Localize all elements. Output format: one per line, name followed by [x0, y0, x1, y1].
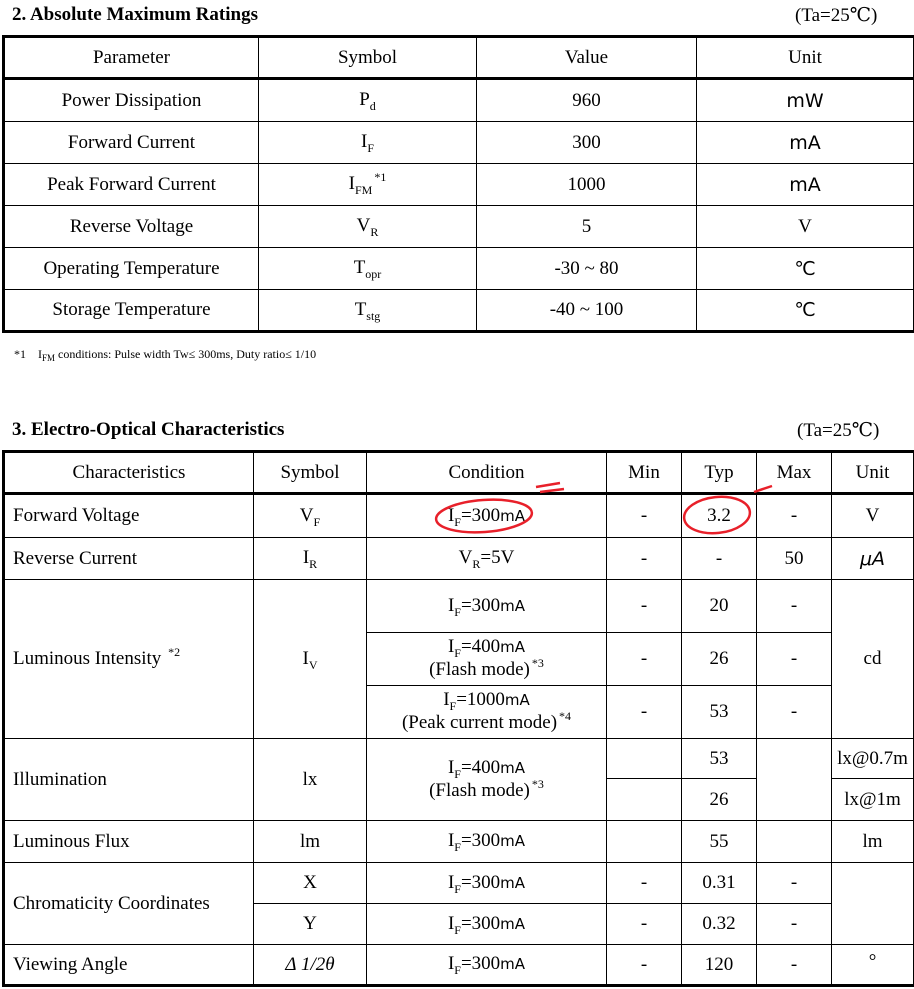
symbol-cell: $I_{FM}^{*1}$: [259, 164, 477, 206]
unit-cell: ℃: [697, 248, 914, 290]
abs-max-table: [2, 35, 914, 333]
param-cell: Power Dissipation: [4, 79, 259, 122]
typ-cell: -: [682, 538, 757, 580]
value-cell: 300: [477, 122, 697, 164]
header-unit: Unit: [832, 452, 914, 494]
value-cell: 960: [477, 79, 697, 122]
header-condition: Condition: [367, 452, 607, 494]
symbol-cell: $P_d$: [259, 79, 477, 122]
typ-cell: 26: [682, 633, 757, 686]
max-cell: -: [757, 904, 832, 945]
table-row: [4, 164, 914, 206]
param-cell: Forward Current: [4, 122, 259, 164]
max-cell: 50: [757, 538, 832, 580]
abs-max-condition: (Ta=25℃): [795, 5, 878, 26]
symbol-cell: $I_R$: [254, 538, 367, 580]
max-cell: -: [757, 494, 832, 538]
unit-cell: mW: [697, 79, 914, 122]
max-cell: [757, 821, 832, 863]
typ-cell: 0.32: [682, 904, 757, 945]
unit-cell: V: [697, 206, 914, 248]
typ-cell: 53: [682, 739, 757, 779]
unit-cell: μA: [832, 538, 914, 580]
table-row: [4, 863, 914, 904]
condition-cell: $I_F=300mA$: [367, 863, 607, 904]
table-row: [4, 580, 914, 633]
abs-max-title: 2. Absolute Maximum Ratings: [12, 4, 258, 25]
table-row: [4, 538, 914, 580]
min-cell: -: [607, 494, 682, 538]
condition-cell: $I_F=300mA$: [367, 945, 607, 986]
max-cell: -: [757, 633, 832, 686]
symbol-cell: $V_F$: [254, 494, 367, 538]
min-cell: -: [607, 633, 682, 686]
unit-cell: mA: [697, 164, 914, 206]
symbol-cell: X: [254, 863, 367, 904]
header-value: Value: [477, 37, 697, 79]
table-row: [4, 739, 914, 779]
max-cell: -: [757, 863, 832, 904]
char-cell: Reverse Current: [4, 538, 254, 580]
eo-table: [2, 450, 914, 987]
header-max: Max: [757, 452, 832, 494]
typ-cell: 53: [682, 686, 757, 739]
min-cell: [607, 821, 682, 863]
table-row: [4, 494, 914, 538]
header-min: Min: [607, 452, 682, 494]
header-symbol: Symbol: [259, 37, 477, 79]
footnote-text: conditions: Pulse width Tw≤ 300ms, Duty ratio≤ 1/10: [55, 347, 317, 361]
unit-cell: [832, 863, 914, 945]
table-row: [4, 945, 914, 986]
condition-cell: $I_F=400mA$ (Flash mode) $^{*3}$: [367, 739, 607, 821]
symbol-cell: lm: [254, 821, 367, 863]
max-cell: -: [757, 945, 832, 986]
min-cell: -: [607, 580, 682, 633]
param-cell: Operating Temperature: [4, 248, 259, 290]
footnote-1: *1 $I_{FM}$ conditions: Pulse width Tw≤ 300ms, Duty ratio≤ 1/10: [14, 347, 317, 363]
unit-cell: lm: [832, 821, 914, 863]
condition-cell: $V_R=5V$: [367, 538, 607, 580]
symbol-cell: Y: [254, 904, 367, 945]
unit-cell: lx@1m: [832, 779, 914, 821]
header-unit: Unit: [697, 37, 914, 79]
typ-cell: 3.2: [682, 494, 757, 538]
unit-cell: V: [832, 494, 914, 538]
unit-cell: lx@0.7m: [832, 739, 914, 779]
value-cell: -40 ~ 100: [477, 290, 697, 332]
char-cell: Forward Voltage: [4, 494, 254, 538]
eo-title: 3. Electro-Optical Characteristics: [12, 419, 285, 440]
condition-cell: $I_F=1000mA$ (Peak current mode) $^{*4}$: [367, 686, 607, 739]
typ-cell: 20: [682, 580, 757, 633]
symbol-cell: lx: [254, 739, 367, 821]
min-cell: [607, 739, 682, 779]
unit-cell: cd: [832, 580, 914, 739]
symbol-cell: $T_{opr}$: [259, 248, 477, 290]
max-cell: -: [757, 580, 832, 633]
typ-cell: 55: [682, 821, 757, 863]
max-cell: -: [757, 686, 832, 739]
unit-cell: ℃: [697, 290, 914, 332]
eo-condition: (Ta=25℃): [797, 420, 880, 441]
min-cell: -: [607, 904, 682, 945]
header-symbol: Symbol: [254, 452, 367, 494]
typ-cell: 26: [682, 779, 757, 821]
symbol-cell: $I_V$: [254, 580, 367, 739]
table-row: [4, 821, 914, 863]
table-row: [4, 206, 914, 248]
char-cell: Chromaticity Coordinates: [4, 863, 254, 945]
header-parameter: Parameter: [4, 37, 259, 79]
condition-cell: $I_F=300mA$: [367, 580, 607, 633]
symbol-cell: $T_{stg}$: [259, 290, 477, 332]
param-cell: Storage Temperature: [4, 290, 259, 332]
condition-cell: $I_F=300mA$: [367, 904, 607, 945]
min-cell: [607, 779, 682, 821]
value-cell: 5: [477, 206, 697, 248]
table-row: [4, 79, 914, 122]
condition-cell: $I_F=300mA$: [367, 821, 607, 863]
unit-cell: mA: [697, 122, 914, 164]
value-cell: 1000: [477, 164, 697, 206]
header-typ: Typ: [682, 452, 757, 494]
table-row: [4, 290, 914, 332]
eo-header-row: [4, 452, 914, 494]
symbol-cell: $V_R$: [259, 206, 477, 248]
min-cell: -: [607, 538, 682, 580]
param-cell: Reverse Voltage: [4, 206, 259, 248]
unit-cell: °: [832, 945, 914, 986]
char-cell: Viewing Angle: [4, 945, 254, 986]
symbol-cell: $I_F$: [259, 122, 477, 164]
table-row: [4, 248, 914, 290]
condition-cell: $I_F=300mA$: [367, 494, 607, 538]
value-cell: -30 ~ 80: [477, 248, 697, 290]
char-cell: Luminous Intensity $^{*2}$: [4, 580, 254, 739]
char-cell: Illumination: [4, 739, 254, 821]
min-cell: -: [607, 863, 682, 904]
typ-cell: 120: [682, 945, 757, 986]
table-row: [4, 122, 914, 164]
char-cell: Luminous Flux: [4, 821, 254, 863]
condition-cell: $I_F=400mA$ (Flash mode) $^{*3}$: [367, 633, 607, 686]
param-cell: Peak Forward Current: [4, 164, 259, 206]
min-cell: -: [607, 945, 682, 986]
max-cell: [757, 739, 832, 821]
typ-cell: 0.31: [682, 863, 757, 904]
header-characteristics: Characteristics: [4, 452, 254, 494]
footnote-mark: *1: [14, 347, 26, 361]
symbol-cell: Δ 1/2θ: [254, 945, 367, 986]
abs-max-header-row: [4, 37, 914, 79]
min-cell: -: [607, 686, 682, 739]
